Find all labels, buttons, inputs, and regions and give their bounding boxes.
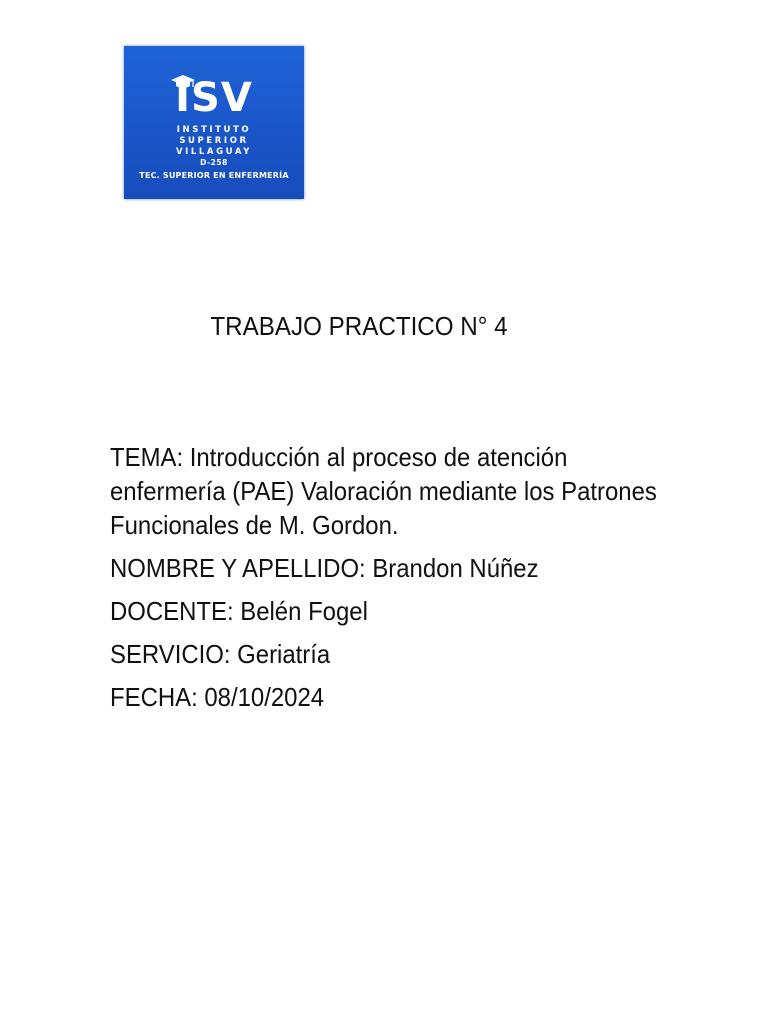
logo-line-instituto: INSTITUTO: [176, 125, 252, 135]
logo-code: D-258: [200, 158, 228, 167]
document-fields: [110, 440, 670, 723]
institute-logo: [124, 46, 304, 199]
field-fecha: FECHA: 08/10/2024: [110, 682, 325, 712]
field-docente: DOCENTE: Belén Fogel: [110, 596, 368, 626]
field-servicio: SERVICIO: Geriatría: [110, 639, 331, 669]
logo-brand: ISV: [175, 75, 253, 121]
logo-line-villaguay: VILLAGUAY: [175, 147, 253, 157]
document-title: TRABAJO PRACTICO N° 4: [210, 311, 508, 341]
field-tema: TEMA: Introducción al proceso de atención enfermería (PAE) Valoración mediante los Patrones Funcionales de M. Gordon.: [110, 442, 657, 540]
logo-line-superior: SUPERIOR: [179, 136, 249, 146]
field-nombre: NOMBRE Y APELLIDO: Brandon Núñez: [110, 553, 539, 583]
logo-footer: TEC. SUPERIOR EN ENFERMERÍA: [139, 171, 289, 180]
